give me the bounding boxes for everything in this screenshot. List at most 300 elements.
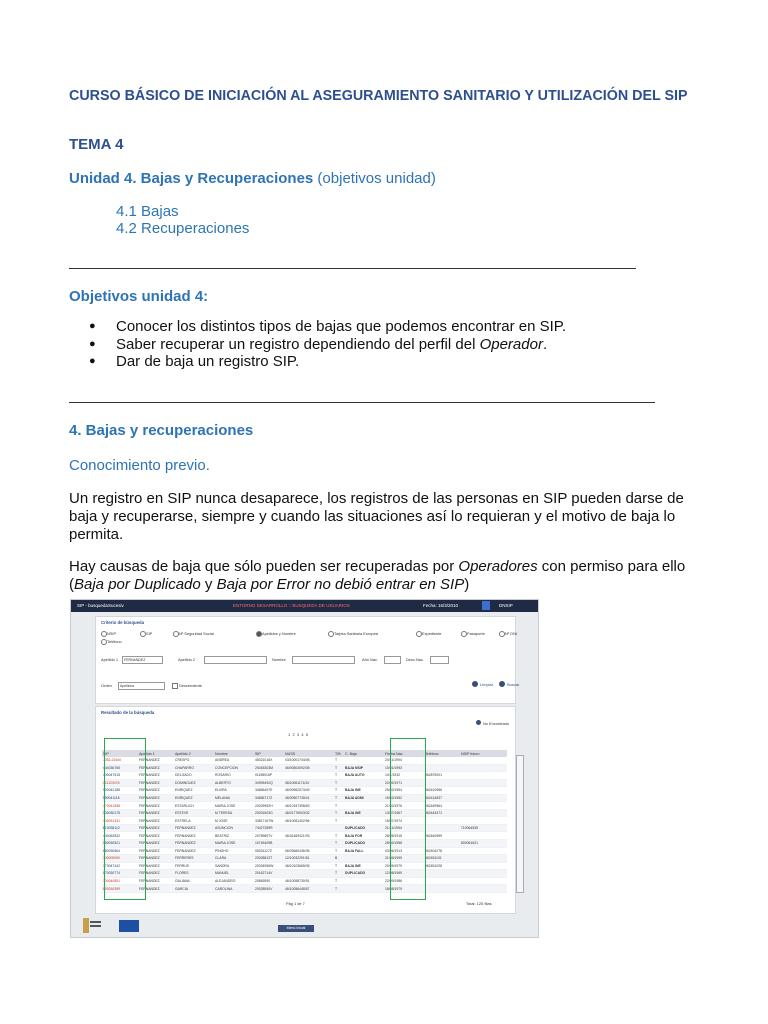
table-cell: 880030564 (102, 847, 138, 855)
table-cell: 070030774 (102, 870, 138, 878)
table-cell: 962449564 (424, 802, 460, 810)
radio-label: Nº Seguridad Social (179, 631, 214, 636)
list-item: ● Conocer los distintos tipos de bajas que podemos encontrar en SIP. (89, 318, 566, 335)
table-cell (424, 885, 460, 893)
table-cell: CAROLINA (214, 885, 254, 893)
table-cell: FERNANDEZ (138, 817, 174, 825)
radio-label: Teléfono (107, 639, 122, 644)
objetivos-heading: Objetivos unidad 4: (69, 288, 209, 305)
table-cell (344, 855, 384, 863)
table-cell: 800061621 (460, 840, 507, 848)
table-cell: FERRUS (174, 862, 214, 870)
nombre-input[interactable] (292, 656, 355, 664)
table-cell: BAJA INE (344, 862, 384, 870)
table-cell: DUPLICADO (344, 840, 384, 848)
sip-screenshot (70, 599, 539, 938)
table-cell: FERNANDEZ (174, 824, 214, 832)
table-cell: 25/02/1954 (384, 787, 424, 795)
table-cell: 46/01776903/32 (284, 809, 334, 817)
table-cell: 962440599 (424, 832, 460, 840)
table-cell (460, 862, 507, 870)
table-row[interactable] (102, 772, 507, 780)
table-cell: ESTARLICH (174, 802, 214, 810)
table-row[interactable] (102, 809, 507, 817)
results-title: Resultado de la búsqueda (101, 710, 155, 715)
table-cell: 20845590 (254, 877, 284, 885)
objetivo-text: Saber recuperar un registro dependiendo del perfil del (116, 335, 480, 353)
table-cell: 962875001 (424, 772, 460, 780)
table-cell: T (334, 840, 344, 848)
table-cell: 962443471 (424, 809, 460, 817)
info-icon[interactable] (482, 601, 490, 610)
objetivo-text: Conocer los distintos tipos de bajas que podemos encontrar en SIP. (116, 318, 566, 335)
table-cell: 34656497E (254, 787, 284, 795)
table-cell (460, 817, 507, 825)
table-cell (460, 855, 507, 863)
unidad-bold: Unidad 4. Bajas y Recuperaciones (69, 170, 314, 187)
table-cell (460, 877, 507, 885)
table-cell: 12/08/1969 (384, 870, 424, 878)
table-cell (424, 877, 460, 885)
table-row[interactable] (102, 787, 507, 795)
table-row[interactable] (102, 764, 507, 772)
table-cell: 962414837 (424, 794, 460, 802)
prev-heading: Conocimiento previo. (69, 457, 210, 474)
table-cell: 173047442 (102, 862, 138, 870)
table-cell: FERNANDEZ (138, 794, 174, 802)
table-cell: 46/00504092/05 (284, 764, 334, 772)
table-cell: T (334, 832, 344, 840)
table-cell: 28/05/1915 (384, 832, 424, 840)
topbar-center: ENTORNO DESARROLLO :: BUSQUEDA DE USUARIOS (233, 603, 350, 608)
table-cell: FERNANDEZ (174, 840, 214, 848)
apellido1-label: Apellido 1 (101, 657, 119, 662)
radio-label: NSIP (107, 631, 117, 636)
table-cell: 962451028 (424, 862, 460, 870)
criteria-panel (95, 616, 520, 704)
table-cell: BAJA FOR (344, 832, 384, 840)
table-cell: 10745409B (254, 840, 284, 848)
paragraph-2: Hay causas de baja que sólo pueden ser recuperadas por Operadores con permiso para ello (Baja por Duplicado y Baja por Error no debió entrar en SIP) (69, 558, 686, 593)
table-cell: 810038112 (102, 824, 138, 832)
table-row[interactable] (102, 824, 507, 832)
table-cell: 130047515 (102, 772, 138, 780)
table-cell (460, 870, 507, 878)
table-cell (344, 885, 384, 893)
table-cell: 20031503G (254, 809, 284, 817)
table-cell: 20789697V (254, 832, 284, 840)
table-cell: 900042188 (102, 787, 138, 795)
table-cell: 28/02/1958 (384, 840, 424, 848)
limpiar-button[interactable]: Limpiar (480, 682, 494, 687)
descendente-label: Descendente (179, 683, 202, 688)
table-cell: 710064535 (460, 824, 507, 832)
table-cell: GALIANA (174, 877, 214, 885)
table-cell: CRESPO (174, 757, 214, 764)
table-cell: T (334, 764, 344, 772)
objetivo-text: Dar de baja un registro SIP. (116, 353, 300, 370)
table-cell: MARIA JOSE (214, 802, 254, 810)
results-table (102, 750, 507, 893)
order-label: Orden (101, 683, 112, 688)
table-cell: 20028813T (254, 855, 284, 863)
anio-input[interactable] (384, 656, 401, 664)
table-cell: DUPLICADO (344, 824, 384, 832)
objetivo-text: . (542, 335, 548, 353)
table-cell: FERNANDEZ (138, 870, 174, 878)
divider-2 (69, 402, 655, 403)
table-row[interactable] (102, 817, 507, 825)
table-cell: 22/09/1986 (384, 877, 424, 885)
table-cell: 150030521 (102, 840, 138, 848)
anio-label: Año Nac. (362, 657, 379, 662)
table-cell: ENRIQUEZ (174, 794, 214, 802)
table-cell: MARIA JOSE (214, 840, 254, 848)
table-cell: BAJA AUTO (344, 772, 384, 780)
total-rows: Total: 125 filas (466, 901, 492, 906)
table-cell (344, 757, 384, 764)
column-header[interactable]: SIP (102, 750, 138, 757)
table-cell: 21/05/1999 (384, 855, 424, 863)
table-cell: FERNANDEZ (138, 832, 174, 840)
table-cell: 800016399 (102, 885, 138, 893)
table-cell: T (334, 877, 344, 885)
table-cell (284, 772, 334, 780)
descendente-checkbox[interactable] (172, 683, 178, 689)
table-cell: ESTEVE (174, 809, 214, 817)
table-cell (460, 802, 507, 810)
table-cell (460, 794, 507, 802)
column-header[interactable]: Apellido 1 (138, 750, 174, 757)
table-cell: T (334, 885, 344, 893)
table-cell (424, 870, 460, 878)
apellido2-input[interactable] (204, 656, 267, 664)
table-cell: 34995492Q (254, 779, 284, 787)
table-cell: FERNANDEZ (138, 824, 174, 832)
table-cell: 444036765 (102, 764, 138, 772)
table-cell: FERNANDEZ (138, 885, 174, 893)
table-cell: FERNANDEZ (138, 779, 174, 787)
table-cell: GARCIA (174, 885, 214, 893)
table-cell: CHAPARRO (174, 764, 214, 772)
radio-label: SIP (146, 631, 153, 636)
table-cell (344, 802, 384, 810)
desc-label: Desc.Nac. (406, 657, 424, 662)
table-cell: ASUNCION (214, 824, 254, 832)
column-header[interactable]: Nombre (214, 750, 254, 757)
column-header[interactable]: NUSS (284, 750, 334, 757)
table-cell: 470041558 (102, 802, 138, 810)
radio-label: Apellidos y Nombre (262, 631, 296, 636)
table-cell: 18/08/1979 (384, 885, 424, 893)
table-cell (284, 870, 334, 878)
results-panel (95, 706, 516, 914)
table-cell: BAJA FALL (344, 847, 384, 855)
table-cell (424, 817, 460, 825)
radio-label: Tarjeta Sanitaria Europea (334, 631, 378, 636)
highlight-sip-column (104, 738, 146, 900)
table-cell: 330040851 (102, 877, 138, 885)
table-cell: ANDREA (214, 757, 254, 764)
table-cell (460, 757, 507, 764)
table-row[interactable] (102, 855, 507, 863)
table-cell: FERNANDEZ (138, 787, 174, 795)
table-cell: 411123476 (102, 779, 138, 787)
table-cell: 130030175 (102, 809, 138, 817)
table-cell: FERNANDEZ (138, 847, 174, 855)
table-cell: FERNANDEZ (174, 832, 214, 840)
table-row[interactable] (102, 885, 507, 893)
table-cell: 440052832 (102, 832, 138, 840)
table-cell (334, 824, 344, 832)
objetivo-emphasis: Operador (479, 335, 543, 353)
table-cell: 12/10032291/51 (284, 855, 334, 863)
table-header (102, 750, 507, 757)
table-cell: 46/10051402/96 (284, 817, 334, 825)
buscar-button[interactable]: Buscar (507, 682, 520, 687)
table-cell: T (334, 772, 344, 780)
order-select[interactable]: Apellidos (118, 682, 165, 690)
table-cell (460, 764, 507, 772)
table-cell: BAJA INE (344, 809, 384, 817)
table-cell: 46/10098730/91 (284, 877, 334, 885)
table-row[interactable] (102, 794, 507, 802)
table-cell (344, 779, 384, 787)
table-cell: ALEJANDRO (214, 877, 254, 885)
eu-flag-logo (119, 920, 139, 932)
table-row[interactable] (102, 862, 507, 870)
objetivos-list (69, 318, 566, 371)
table-cell: 15/02/1952 (384, 794, 424, 802)
table-cell: 46/10056448/57 (284, 885, 334, 893)
table-cell: BAJA INE (344, 787, 384, 795)
table-cell: M JOSE (214, 817, 254, 825)
scrollbar[interactable] (516, 755, 524, 893)
table-cell: 46/10103665/05 (284, 862, 334, 870)
table-cell: M TERESA (214, 809, 254, 817)
generalitat-logo (83, 918, 101, 933)
table-cell: T (334, 862, 344, 870)
topbar-left: SIP - busquedaSucesiv (77, 603, 124, 608)
table-row[interactable] (102, 840, 507, 848)
table-cell (424, 840, 460, 848)
table-cell: 550041118 (102, 794, 138, 802)
table-cell: T (334, 817, 344, 825)
table-cell (424, 779, 460, 787)
table-cell: BAJA NSIP (344, 764, 384, 772)
table-cell: 15/07/1974 (384, 817, 424, 825)
table-row[interactable] (102, 870, 507, 878)
table-cell: 22/02/1971 (384, 779, 424, 787)
unidad-normal: (objetivos unidad) (313, 170, 436, 187)
highlight-baja-column (390, 738, 426, 900)
table-cell: T (334, 757, 344, 764)
table-cell: 21/11/1954 (384, 824, 424, 832)
table-cell: MELANIA (214, 794, 254, 802)
radio-label: Pasaporte (467, 631, 485, 636)
apellido2-label: Apellido 2 (178, 657, 196, 662)
paragraph-1: Un registro en SIP nunca desaparece, los registros de las personas en SIP pueden darse de baja y recuperarse, siempre y cuando las situaciones así lo requieran y el motivo de baja lo permita. (69, 490, 684, 543)
table-cell: 03/10001744/05 (284, 757, 334, 764)
table-cell: 34656717Z (254, 794, 284, 802)
table-cell: T (334, 802, 344, 810)
table-cell: T (334, 847, 344, 855)
table-cell: 340031331 (102, 817, 138, 825)
table-cell: FERNANDEZ (138, 877, 174, 885)
subitem-recuperaciones: 4.2 Recuperaciones (116, 220, 250, 237)
no-encontrado-link[interactable]: No Encontrado (483, 721, 509, 726)
table-cell (460, 809, 507, 817)
pagination[interactable]: Pág 1 de 7 (286, 901, 305, 906)
table-cell: 45021015X (254, 757, 284, 764)
column-header[interactable]: T/B (334, 750, 344, 757)
table-cell (460, 885, 507, 893)
table-cell: 20034956W (254, 862, 284, 870)
section-heading: 4. Bajas y recuperaciones (69, 422, 254, 439)
table-cell: DOMINGUEZ (174, 779, 214, 787)
table-row[interactable] (102, 847, 507, 855)
table-cell: DUPLICADO (344, 870, 384, 878)
column-header[interactable]: Teléfono (424, 750, 460, 757)
table-cell: 33817167W (254, 817, 284, 825)
table-cell: 03/06/1913 (384, 847, 424, 855)
table-cell: FERNANDEZ (174, 847, 214, 855)
table-cell: FERNANDEZ (138, 764, 174, 772)
desc-input[interactable] (430, 656, 449, 664)
table-cell: FERNANDEZ (138, 772, 174, 780)
column-header[interactable]: Fecha Nac. (384, 750, 424, 757)
table-cell (284, 840, 334, 848)
table-row[interactable] (102, 779, 507, 787)
table-cell: T (334, 809, 344, 817)
table-cell (460, 847, 507, 855)
table-cell (460, 779, 507, 787)
table-cell (424, 824, 460, 832)
table-cell: 36/10061174/10 (284, 779, 334, 787)
subitem-bajas: 4.1 Bajas (116, 203, 179, 220)
nombre-label: Nombre (272, 657, 286, 662)
table-cell: B (334, 855, 344, 863)
table-row[interactable] (102, 757, 507, 764)
table-cell: T (334, 787, 344, 795)
table-cell: 05031127Z (254, 847, 284, 855)
table-cell: 740009090 (102, 855, 138, 863)
table-cell (424, 764, 460, 772)
table-cell: 20/11/1994 (384, 757, 424, 764)
table-cell (344, 877, 384, 885)
table-cell: DELGADO (174, 772, 214, 780)
table-cell (460, 787, 507, 795)
table-cell: 20162714V (254, 870, 284, 878)
table-cell: ROSARIO (214, 772, 254, 780)
table-cell: 21/02/1976 (384, 802, 424, 810)
table-cell: 962404278 (424, 847, 460, 855)
table-row[interactable] (102, 832, 507, 840)
table-cell: 46/00507745/41 (284, 794, 334, 802)
table-cell: ALBERTO (214, 779, 254, 787)
limpiar-icon[interactable] (472, 681, 478, 687)
column-header[interactable]: NSIP futuro (460, 750, 507, 757)
sip-topbar (71, 600, 538, 612)
table-cell: 46/31469421/93 (284, 832, 334, 840)
table-cell: ELVIRA (214, 787, 254, 795)
table-cell: SANDRA (214, 862, 254, 870)
unidad-heading (69, 170, 436, 187)
table-cell: ESTRELA (174, 817, 214, 825)
table-cell: PINGHO (214, 847, 254, 855)
table-cell: 46/00962074/49 (284, 787, 334, 795)
table-cell (284, 824, 334, 832)
help-icon[interactable] (476, 720, 481, 725)
table-cell: FERNANDEZ (138, 840, 174, 848)
table-cell: FERNANDEZ (138, 802, 174, 810)
table-cell: T (334, 779, 344, 787)
table-body (102, 757, 507, 892)
course-title: CURSO BÁSICO DE INICIACIÓN AL ASEGURAMIENTO SANITARIO Y UTILIZACIÓN DEL SIP (69, 88, 688, 104)
table-cell: 20028550V (254, 885, 284, 893)
table-cell: 10/1/1932 (384, 772, 424, 780)
table-row[interactable] (102, 877, 507, 885)
table-row[interactable] (102, 802, 507, 810)
table-cell: FERNANDEZ (138, 855, 174, 863)
column-header[interactable]: C. Baja (344, 750, 384, 757)
buscar-icon[interactable] (499, 681, 505, 687)
table-cell: 13/07/1967 (384, 809, 424, 817)
table-cell: 962410956 (424, 787, 460, 795)
apellido1-input[interactable]: FERNANDEZ (122, 656, 163, 664)
table-cell: FERNANDEZ (138, 757, 174, 764)
table-cell: BAJA ADMI (344, 794, 384, 802)
tema-heading: TEMA 4 (69, 136, 124, 153)
table-cell (344, 817, 384, 825)
table-cell (460, 832, 507, 840)
table-cell: 962451101 (424, 855, 460, 863)
table-cell: FERRERES (174, 855, 214, 863)
column-header[interactable]: SIP (254, 750, 284, 757)
criteria-title: Criterio de búsqueda (101, 620, 144, 625)
table-cell: CLARA (214, 855, 254, 863)
table-cell: FERNANDEZ (138, 809, 174, 817)
table-cell: T (334, 794, 344, 802)
topbar-date: Fecha: 16/3/2010 (423, 603, 459, 608)
table-cell: MANUEL (214, 870, 254, 878)
table-cell: 74427289R (254, 824, 284, 832)
divider-1 (69, 268, 636, 269)
table-cell: 06/03660436/35 (284, 847, 334, 855)
table-cell (460, 772, 507, 780)
table-cell: 10/01/1993 (384, 764, 424, 772)
table-cell: BEATRIZ (214, 832, 254, 840)
table-cell: FERNANDEZ (138, 862, 174, 870)
table-cell (424, 757, 460, 764)
table-cell: FLORES (174, 870, 214, 878)
table-cell: 46/10157398/63 (284, 802, 334, 810)
list-item: ● Saber recuperar un registro dependiendo del perfil del Operador. (89, 335, 548, 353)
radio-label: Expediente (422, 631, 442, 636)
table-cell: 20/09/1979 (384, 862, 424, 870)
table-cell: ENRIQUEZ (174, 787, 214, 795)
topbar-user: DNSIP (499, 603, 513, 608)
table-cell: 7352-22640 (102, 757, 138, 764)
table-cell: T (334, 870, 344, 878)
menu-inicial-button[interactable]: Menú Inicial (278, 925, 314, 932)
table-cell: 01198016P (254, 772, 284, 780)
column-header[interactable]: Apellido 2 (174, 750, 214, 757)
table-cell: CONCEPCION (214, 764, 254, 772)
top-pager[interactable]: 1 2 3 4 5 (288, 732, 309, 737)
radio-label: Nº DNI (505, 631, 518, 636)
list-item: ● Dar de baja un registro SIP. (89, 353, 300, 370)
